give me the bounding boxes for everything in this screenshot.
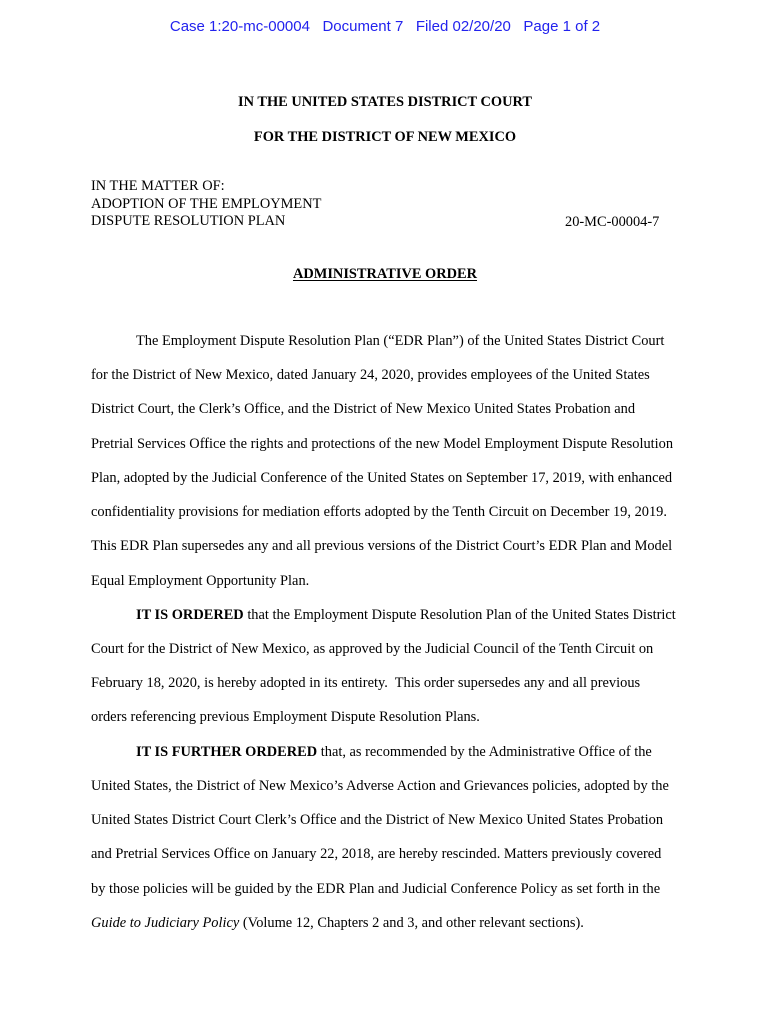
body-line: and Pretrial Services Office on January 22, 2018, are hereby rescinded. Matters previously covered xyxy=(91,846,662,863)
body-line: confidentiality provisions for mediation efforts adopted by the Tenth Circuit on December 19, 2019. xyxy=(91,504,667,521)
body-line: Court for the District of New Mexico, as approved by the Judicial Council of the Tenth Circuit on xyxy=(91,641,654,657)
order-body xyxy=(91,324,701,940)
court-district: FOR THE DISTRICT OF NEW MEXICO xyxy=(253,129,517,145)
caption-line: IN THE MATTER OF: xyxy=(91,178,225,194)
stamp-case: Case 1:20-mc-00004 xyxy=(169,18,310,35)
body-line xyxy=(91,906,701,940)
stamp-document: Document 7 xyxy=(322,18,404,35)
body-line: The Employment Dispute Resolution Plan (“EDR Plan”) of the United States District Court xyxy=(136,332,665,349)
body-line xyxy=(91,598,701,632)
body-line: Pretrial Services Office the rights and protections of the new Model Employment Dispute Resolution xyxy=(91,435,674,452)
order-title-text: ADMINISTRATIVE ORDER xyxy=(292,266,478,282)
body-line: for the District of New Mexico, dated January 24, 2020, provides employees of the United States xyxy=(91,367,650,384)
paragraph-1 xyxy=(91,324,701,598)
stamp-page: Page 1 of 2 xyxy=(523,18,601,35)
body-line: orders referencing previous Employment Dispute Resolution Plans. xyxy=(91,709,480,726)
further-ordered-clause-lead: IT IS FURTHER ORDERED xyxy=(136,743,318,760)
body-line: Plan, adopted by the Judicial Conference of the United States on September 17, 2019, with enhanced xyxy=(91,469,673,486)
body-line: District Court, the Clerk’s Office, and the District of New Mexico United States Probation and xyxy=(91,401,636,418)
caption-line: DISPUTE RESOLUTION PLAN xyxy=(91,213,286,229)
body-line: by those policies will be guided by the EDR Plan and Judicial Conference Policy as set forth in the xyxy=(91,880,661,897)
case-number: 20-MC-00004-7 xyxy=(565,214,660,230)
order-title xyxy=(0,265,770,283)
ordered-clause-lead: IT IS ORDERED xyxy=(136,606,244,623)
body-line-text: (Volume 12, Chapters 2 and 3, and other relevant sections). xyxy=(242,914,584,931)
body-line: February 18, 2020, is hereby adopted in its entirety. This order supersedes any and all previous xyxy=(91,675,641,692)
body-line-text: that the Employment Dispute Resolution Plan of the United States District xyxy=(247,606,676,623)
stamp-filed: Filed 02/20/20 xyxy=(415,18,511,35)
guide-citation-title: Guide to Judiciary Policy xyxy=(91,914,240,931)
body-line: United States District Court Clerk’s Office and the District of New Mexico United States Probation xyxy=(91,812,664,829)
body-line-text: that, as recommended by the Administrative Office of the xyxy=(320,743,652,760)
body-line: United States, the District of New Mexico’s Adverse Action and Grievances policies, adopted by the xyxy=(91,777,669,794)
body-line xyxy=(91,735,701,769)
caption-line: ADOPTION OF THE EMPLOYMENT xyxy=(91,195,322,212)
filing-stamp xyxy=(0,18,770,36)
case-caption xyxy=(91,178,321,231)
body-line: This EDR Plan supersedes any and all previous versions of the District Court’s EDR Plan and Model xyxy=(91,538,673,555)
paragraph-2 xyxy=(91,598,701,735)
body-line: Equal Employment Opportunity Plan. xyxy=(91,572,310,589)
court-name: IN THE UNITED STATES DISTRICT COURT xyxy=(238,94,532,110)
paragraph-3 xyxy=(91,735,701,940)
